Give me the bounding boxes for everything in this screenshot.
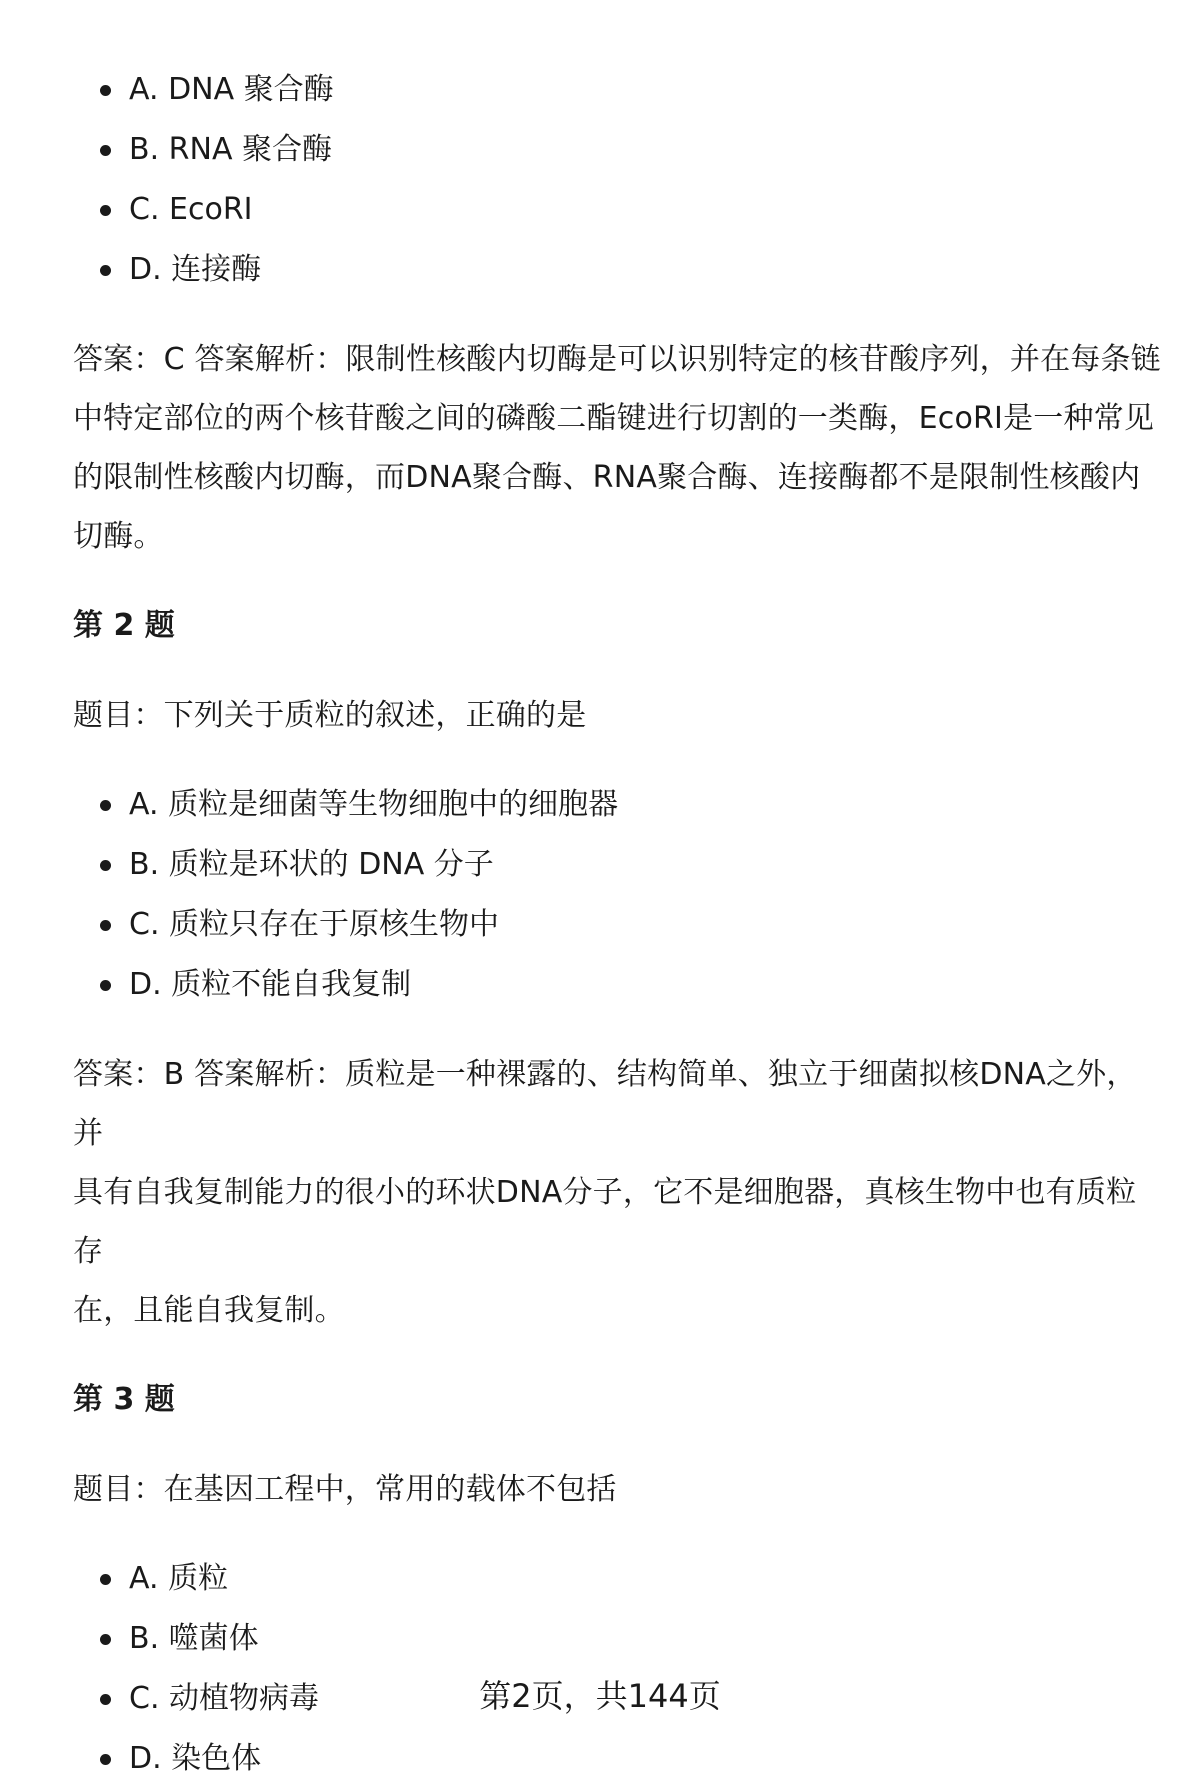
q3-options — [73, 1549, 1163, 1789]
q1-option-a: A. DNA 聚合酶 — [73, 60, 1163, 120]
q3-option-b: B. 噬菌体 — [73, 1609, 1163, 1669]
q3-question: 题目：在基因工程中，常用的载体不包括 — [73, 1472, 617, 1507]
page-number-footer: 第2页，共144页 — [479, 1677, 721, 1715]
q2-option-c: C. 质粒只存在于原核生物中 — [73, 895, 1163, 955]
spacer — [73, 1519, 1163, 1549]
q3-option-a: A. 质粒 — [73, 1549, 1163, 1609]
q2-options — [73, 775, 1163, 1015]
document-content — [73, 60, 1163, 1789]
q1-answer-line: 切酶。 — [73, 519, 164, 554]
q2-heading: 第 2 题 — [73, 608, 175, 643]
q2-answer-line: 具有自我复制能力的很小的环状DNA分子，它不是细胞器，真核生物中也有质粒存 — [73, 1175, 1137, 1269]
q2-answer-line: 在，且能自我复制。 — [73, 1293, 345, 1328]
q2-question: 题目：下列关于质粒的叙述，正确的是 — [73, 698, 587, 733]
spacer — [73, 1430, 1163, 1460]
q1-option-d: D. 连接酶 — [73, 240, 1163, 300]
q1-answer — [73, 330, 1163, 566]
spacer — [73, 745, 1163, 775]
spacer — [73, 566, 1163, 596]
q2-answer — [73, 1045, 1163, 1340]
q1-option-b: B. RNA 聚合酶 — [73, 120, 1163, 180]
q1-options — [73, 60, 1163, 300]
q2-option-a: A. 质粒是细菌等生物细胞中的细胞器 — [73, 775, 1163, 835]
q2-option-d: D. 质粒不能自我复制 — [73, 955, 1163, 1015]
q3-option-c: C. 动植物病毒 — [73, 1669, 1163, 1729]
q1-answer-line: 中特定部位的两个核苷酸之间的磷酸二酯键进行切割的一类酶，EcoRI是一种常见 — [73, 401, 1155, 436]
spacer — [73, 1340, 1163, 1370]
spacer — [73, 300, 1163, 330]
q1-answer-line: 的限制性核酸内切酶，而DNA聚合酶、RNA聚合酶、连接酶都不是限制性核酸内 — [73, 460, 1141, 495]
q1-option-c: C. EcoRI — [73, 180, 1163, 240]
q2-answer-line: 答案：B 答案解析：质粒是一种裸露的、结构简单、独立于细菌拟核DNA之外，并 — [73, 1057, 1137, 1151]
q3-option-d: D. 染色体 — [73, 1729, 1163, 1789]
spacer — [73, 656, 1163, 686]
q3-heading: 第 3 题 — [73, 1382, 175, 1417]
q1-answer-line: 答案：C 答案解析：限制性核酸内切酶是可以识别特定的核苷酸序列，并在每条链 — [73, 342, 1161, 377]
spacer — [73, 1015, 1163, 1045]
q2-option-b: B. 质粒是环状的 DNA 分子 — [73, 835, 1163, 895]
